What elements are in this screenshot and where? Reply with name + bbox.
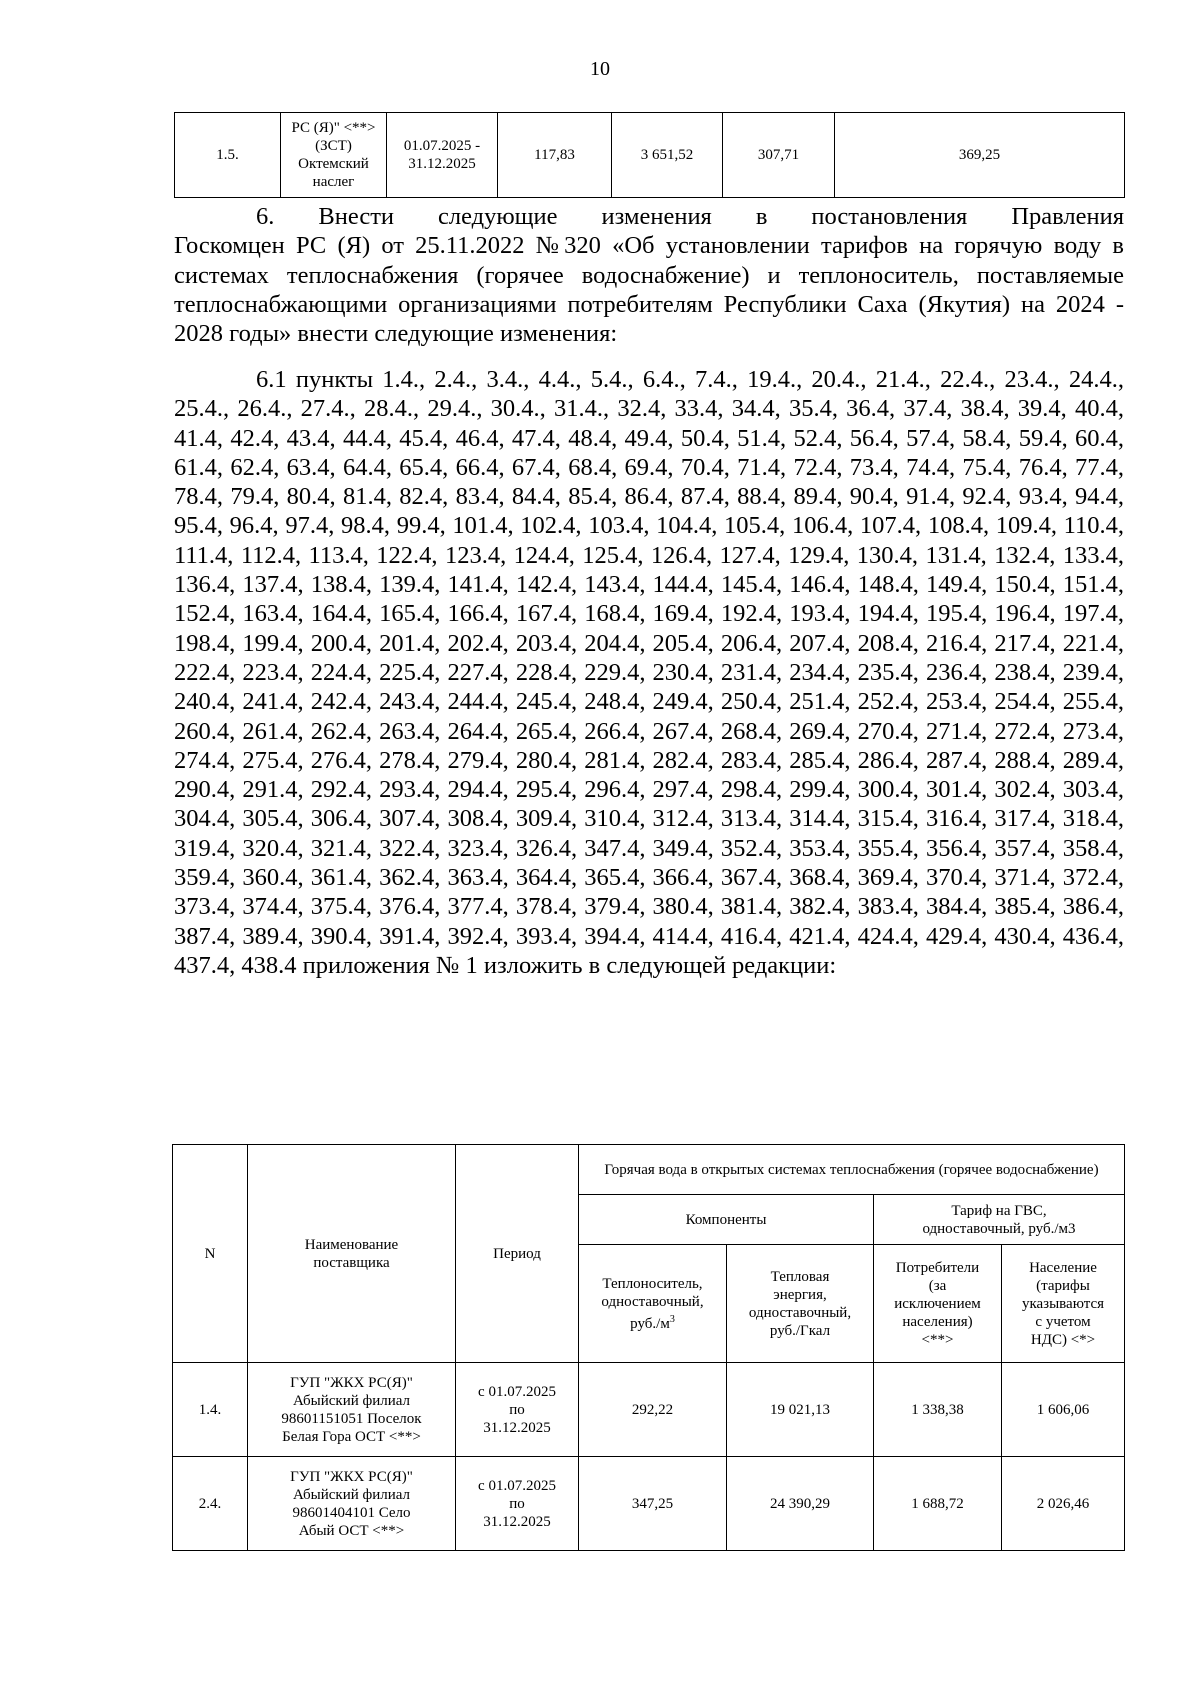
header-supplier: Наименование поставщика [248, 1145, 456, 1363]
hot-water-tariff-table [172, 1144, 1125, 1551]
period-line: 31.12.2025 [483, 1513, 551, 1530]
header-period: Период [456, 1145, 579, 1363]
value-cell: 307,71 [723, 113, 835, 198]
header-line: Теплоноситель, [602, 1275, 703, 1292]
supplier-line: Октемский [298, 156, 369, 172]
heat-energy-cell: 19 021,13 [727, 1363, 874, 1457]
heat-energy-cell: 24 390,29 [727, 1457, 874, 1551]
supplier-line: ГУП "ЖКХ РС(Я)" [290, 1374, 413, 1391]
period-cell [456, 1363, 579, 1457]
header-line: (тарифы [1036, 1277, 1090, 1294]
header-line: (за [928, 1277, 947, 1294]
paragraph-6-first-line: 6. Внести следующие изменения в постановления Правления [256, 203, 1124, 230]
header-line: одноставочный, [601, 1293, 704, 1310]
header-line: Тепловая [770, 1268, 830, 1285]
header-line: исключением [894, 1295, 981, 1312]
period-cell [456, 1457, 579, 1551]
supplier-line: 98601151051 Поселок [281, 1410, 422, 1427]
supplier-line: Белая Гора ОСТ <**> [282, 1428, 421, 1445]
supplier-line: ГУП "ЖКХ РС(Я)" [290, 1468, 413, 1485]
supplier-line: (ЗСТ) [315, 138, 352, 154]
row-number-cell: 2.4. [173, 1457, 248, 1551]
header-line: с учетом [1035, 1313, 1091, 1330]
top-tariff-table [174, 112, 1125, 198]
period-line: с 01.07.2025 [478, 1477, 556, 1494]
header-line: Население [1029, 1259, 1097, 1276]
supplier-line: Абыйский филиал [292, 1392, 411, 1409]
consumers-tariff-cell: 1 338,38 [874, 1363, 1002, 1457]
period-line: 31.12.2025 [483, 1419, 551, 1436]
header-components: Компоненты [579, 1195, 874, 1245]
supplier-cell [281, 113, 387, 198]
paragraph-6-1 [174, 365, 1124, 980]
header-n: N [173, 1145, 248, 1363]
header-line: руб./Гкал [769, 1322, 831, 1339]
header-heat-energy [727, 1245, 874, 1363]
unit-superscript: 3 [669, 1313, 675, 1325]
row-number-cell: 1.4. [173, 1363, 248, 1457]
value-cell: 3 651,52 [612, 113, 723, 198]
paragraph-6-text: Госкомцен РС (Я) от 25.11.2022 №320 «Об установлении тарифов на горячую воду в системах теплоснабжения (горячее водоснабжение) и теплоноситель, поставляемые теплоснабжающими организациями потребителям Республики Саха (Якутия) на 2024 - 2028 годы» внести следующие изменения: [174, 232, 1124, 348]
header-line: указываются [1021, 1295, 1105, 1312]
header-consumers [874, 1245, 1002, 1363]
unit-text: руб./м [630, 1315, 670, 1332]
supplier-line: Абый ОСТ <**> [298, 1522, 405, 1539]
period-line: по [509, 1401, 525, 1418]
header-line: <**> [921, 1331, 954, 1348]
header-population [1002, 1245, 1125, 1363]
header-hot-water-group: Горячая вода в открытых системах теплоснабжения (горячее водоснабжение) [579, 1145, 1125, 1195]
header-line [582, 1311, 723, 1333]
page-number: 10 [590, 58, 610, 80]
header-line: Потребители [895, 1259, 980, 1276]
value-cell: 117,83 [498, 113, 612, 198]
row-number-cell: 1.5. [175, 113, 281, 198]
period-line: 01.07.2025 - [403, 138, 481, 154]
header-line: энергия, [773, 1286, 827, 1303]
supplier-line: РС (Я)" <**> [291, 120, 376, 136]
period-cell [387, 113, 498, 198]
supplier-line: Абыйский филиал [292, 1486, 411, 1503]
consumers-tariff-cell: 1 688,72 [874, 1457, 1002, 1551]
paragraph-6-1-text: 6.1 пункты 1.4., 2.4., 3.4., 4.4., 5.4., 6.4., 7.4., 19.4., 20.4., 21.4., 22.4., 23.4., 24.4., 25.4., 26.4., 27.4., 28.4., 29.4., 30.4., 31.4., 32.4, 33.4, 34.4, 35.4, 36.4, 37.4, 38.4, 39.4, 40.4, 41.4, 42.4, 43.4, 44.4, 45.4, 46.4, 47.4, 48.4, 49.4, 50.4, 51.4, 52.4, 56.4, 57.4, 58.4, 59.4, 60.4, 61.4, 62.4, 63.4, 64.4, 65.4, 66.4, 67.4, 68.4, 69.4, 70.4, 71.4, 72.4, 73.4, 74.4, 75.4, 76.4, 77.4, 78.4, 79.4, 80.4, 81.4, 82.4, 83.4, 84.4, 85.4, 86.4, 87.4, 88.4, 89.4, 90.4, 91.4, 92.4, 93.4, 94.4, 95.4, 96.4, 97.4, 98.4, 99.4, 101.4, 102.4, 103.4, 104.4, 105.4, 106.4, 107.4, 108.4, 109.4, 110.4, 111.4, 112.4, 113.4, 122.4, 123.4, 124.4, 125.4, 126.4, 127.4, 129.4, 130.4, 131.4, 132.4, 133.4, 136.4, 137.4, 138.4, 139.4, 141.4, 142.4, 143.4, 144.4, 145.4, 146.4, 148.4, 149.4, 150.4, 151.4, 152.4, 163.4, 164.4, 165.4, 166.4, 167.4, 168.4, 169.4, 192.4, 193.4, 194.4, 195.4, 196.4, 197.4, 198.4, 199.4, 200.4, 201.4, 202.4, 203.4, 204.4, 205.4, 206.4, 207.4, 208.4, 216.4, 217.4, 221.4, 222.4, 223.4, 224.4, 225.4, 227.4, 228.4, 229.4, 230.4, 231.4, 234.4, 235.4, 236.4, 238.4, 239.4, 240.4, 241.4, 242.4, 243.4, 244.4, 245.4, 248.4, 249.4, 250.4, 251.4, 252.4, 253.4, 254.4, 255.4, 260.4, 261.4, 262.4, 263.4, 264.4, 265.4, 266.4, 267.4, 268.4, 269.4, 270.4, 271.4, 272.4, 273.4, 274.4, 275.4, 276.4, 278.4, 279.4, 280.4, 281.4, 282.4, 283.4, 285.4, 286.4, 287.4, 288.4, 289.4, 290.4, 291.4, 292.4, 293.4, 294.4, 295.4, 296.4, 297.4, 298.4, 299.4, 300.4, 301.4, 302.4, 303.4, 304.4, 305.4, 306.4, 307.4, 308.4, 309.4, 310.4, 312.4, 313.4, 314.4, 315.4, 316.4, 317.4, 318.4, 319.4, 320.4, 321.4, 322.4, 323.4, 326.4, 347.4, 349.4, 352.4, 353.4, 355.4, 356.4, 357.4, 358.4, 359.4, 360.4, 361.4, 362.4, 363.4, 364.4, 365.4, 366.4, 367.4, 368.4, 369.4, 370.4, 371.4, 372.4, 373.4, 374.4, 375.4, 376.4, 377.4, 378.4, 379.4, 380.4, 381.4, 382.4, 383.4, 384.4, 385.4, 386.4, 387.4, 389.4, 390.4, 391.4, 392.4, 393.4, 394.4, 414.4, 416.4, 421.4, 424.4, 429.4, 430.4, 436.4, 437.4, 438.4 приложения № 1 изложить в следующей редакции: [174, 366, 1124, 979]
supplier-cell [248, 1363, 456, 1457]
period-line: 31.12.2025 [408, 156, 476, 172]
header-line: одноставочный, [748, 1304, 852, 1321]
period-line: по [509, 1495, 525, 1512]
header-heat-carrier [579, 1245, 727, 1363]
period-line: с 01.07.2025 [478, 1383, 556, 1400]
supplier-line: 98601404101 Село [292, 1504, 411, 1521]
header-line: НДС) <*> [1030, 1331, 1096, 1348]
population-tariff-cell: 2 026,46 [1002, 1457, 1125, 1551]
table-row [173, 1457, 1125, 1551]
table-row [173, 1363, 1125, 1457]
heat-carrier-cell: 292,22 [579, 1363, 727, 1457]
heat-carrier-cell: 347,25 [579, 1457, 727, 1551]
paragraph-6 [174, 202, 1124, 348]
header-row [173, 1145, 1125, 1195]
table-row [175, 113, 1125, 198]
supplier-cell [248, 1457, 456, 1551]
supplier-line: наслег [312, 174, 355, 190]
value-cell: 369,25 [835, 113, 1125, 198]
header-tariff: Тариф на ГВС, одноставочный, руб./м3 [874, 1195, 1125, 1245]
population-tariff-cell: 1 606,06 [1002, 1363, 1125, 1457]
header-line: населения) [902, 1313, 973, 1330]
